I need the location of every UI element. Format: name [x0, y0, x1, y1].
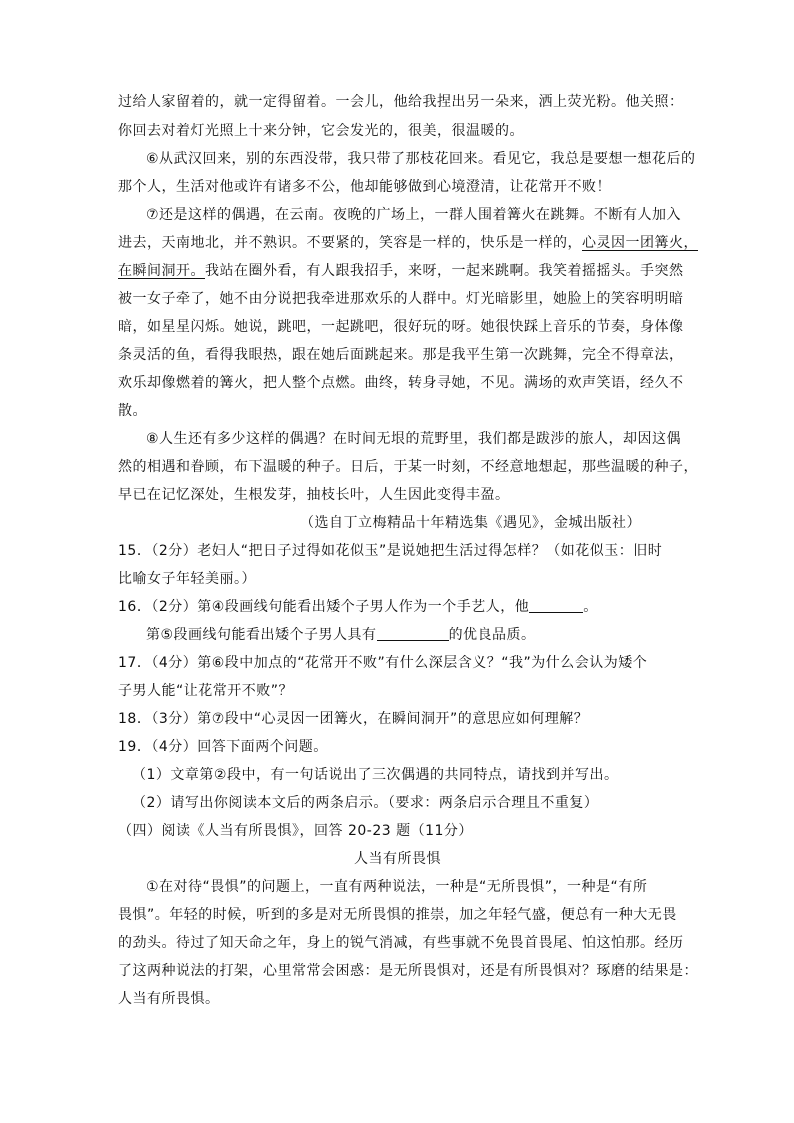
underlined-sentence: 在瞬间洞开。 [118, 263, 205, 279]
question-15-cont: 比喻女子年轻美丽。） [118, 571, 256, 587]
paragraph-7-text: 我站在圈外看，有人跟我招手，来呀，一起来跳啊。我笑着摇摇头。手突然 [205, 263, 684, 279]
paragraph-7-line: 散。 [118, 403, 147, 419]
passage-line: 过给人家留着的，就一定得留着。一会儿，他给我捏出另一朵来，洒上荧光粉。他关照： [118, 94, 684, 110]
article-paragraph-1-line: 人当有所畏惧。 [118, 991, 220, 1007]
paragraph-6-line: ⑥从武汉回来，别的东西没带，我只带了那枝花回来。看见它，我总是要想一想花后的 [146, 151, 696, 167]
section-4-header: （四）阅读《人当有所畏惧》，回答 20-23 题（11分） [118, 823, 473, 839]
article-paragraph-1-line: 的劲头。待过了知天命之年，身上的锐气消减，有些事就不免畏首畏尾、怕这怕那。经历 [118, 935, 684, 951]
paragraph-7-line: 欢乐却像燃着的篝火，把人整个点燃。曲终，转身寻她，不见。满场的欢声笑语，经久不 [118, 375, 684, 391]
underlined-sentence: 心灵因一团篝火， [582, 235, 698, 251]
passage-line: 你回去对着灯光照上十来分钟，它会发光的，很美，很温暖的。 [118, 123, 524, 139]
paragraph-7-line [118, 261, 684, 281]
paragraph-7-line: ⑦还是这样的偶遇，在云南。夜晚的广场上，一群人围着篝火在跳舞。不断有人加入 [146, 207, 682, 223]
paragraph-7-line: 被一女子牵了，她不由分说把我牵进那欢乐的人群中。灯光暗影里，她脸上的笑容明明暗 [118, 291, 684, 307]
answer-blank[interactable] [529, 598, 583, 613]
article-paragraph-1-line: ①在对待“畏惧”的问题上，一直有两种说法，一种是“无所畏惧”，一种是“有所 [146, 879, 648, 895]
article-title: 人当有所畏惧 [354, 851, 441, 867]
question-16: 16．（2分）第④段画线句能看出矮个子男人作为一个手艺人，他 。 [118, 599, 598, 615]
question-19: 19．（4分）回答下面两个问题。 [118, 739, 328, 755]
source-citation: （选自丁立梅精品十年精选集《遇见》，金城出版社） [300, 515, 641, 531]
question-19-part1: （1）文章第②段中，有一句话说出了三次偶遇的共同特点，请找到并写出。 [132, 767, 619, 783]
paragraph-8-line: 然的相遇和眷顾，布下温暖的种子。日后，于某一时刻，不经意地想起，那些温暖的种子， [118, 459, 698, 475]
article-paragraph-1-line: 畏惧”。年轻的时候，听到的多是对无所畏惧的推崇，加之年轻气盛，便总有一种大无畏 [118, 907, 677, 923]
answer-blank[interactable] [377, 626, 449, 641]
question-17: 17．（4分）第⑥段中加点的“花常开不败”有什么深层含义？“我”为什么会认为矮个 [118, 655, 648, 671]
question-19-part2: （2）请写出你阅读本文后的两条启示。（要求：两条启示合理且不重复） [132, 795, 599, 811]
paragraph-8-line: 早已在记忆深处，生根发芽，抽枝长叶，人生因此变得丰盈。 [118, 487, 510, 503]
question-16-text: 第⑤段画线句能看出矮个子男人具有 [146, 627, 377, 643]
question-15: 15．（2分）老妇人“把日子过得如花似玉”是说她把生活过得怎样？（如花似玉：旧时 [118, 543, 663, 559]
paragraph-6-line: 那个人，生活对他或许有诸多不公，他却能够做到心境澄清，让花常开不败！ [118, 179, 611, 195]
article-paragraph-1-line: 了这两种说法的打架，心里常常会困惑：是无所畏惧对，还是有所畏惧对？琢磨的结果是： [118, 963, 698, 979]
question-18: 18．（3分）第⑦段中“心灵因一团篝火，在瞬间洞开”的意思应如何理解？ [118, 711, 589, 727]
paragraph-7-line: 暗，如星星闪烁。她说，跳吧，一起跳吧，很好玩的呀。她很快踩上音乐的节奏，身体像 [118, 319, 684, 335]
question-16-text: 16．（2分）第④段画线句能看出矮个子男人作为一个手艺人，他 [118, 599, 530, 615]
paragraph-7-text: 进去，天南地北，并不熟识。不要紧的，笑容是一样的，快乐是一样的， [118, 235, 582, 251]
question-16-part2: 第⑤段画线句能看出矮个子男人具有 的优良品质。 [146, 627, 536, 643]
paragraph-7-line: 条灵活的鱼，看得我眼热，跟在她后面跳起来。那是我平生第一次跳舞，完全不得章法， [118, 347, 684, 363]
question-17-cont: 子男人能“让花常开不败”？ [118, 683, 294, 699]
paragraph-7-line [118, 233, 698, 253]
paragraph-8-line: ⑧人生还有多少这样的偶遇？在时间无垠的荒野里，我们都是跋涉的旅人，却因这偶 [146, 431, 682, 447]
